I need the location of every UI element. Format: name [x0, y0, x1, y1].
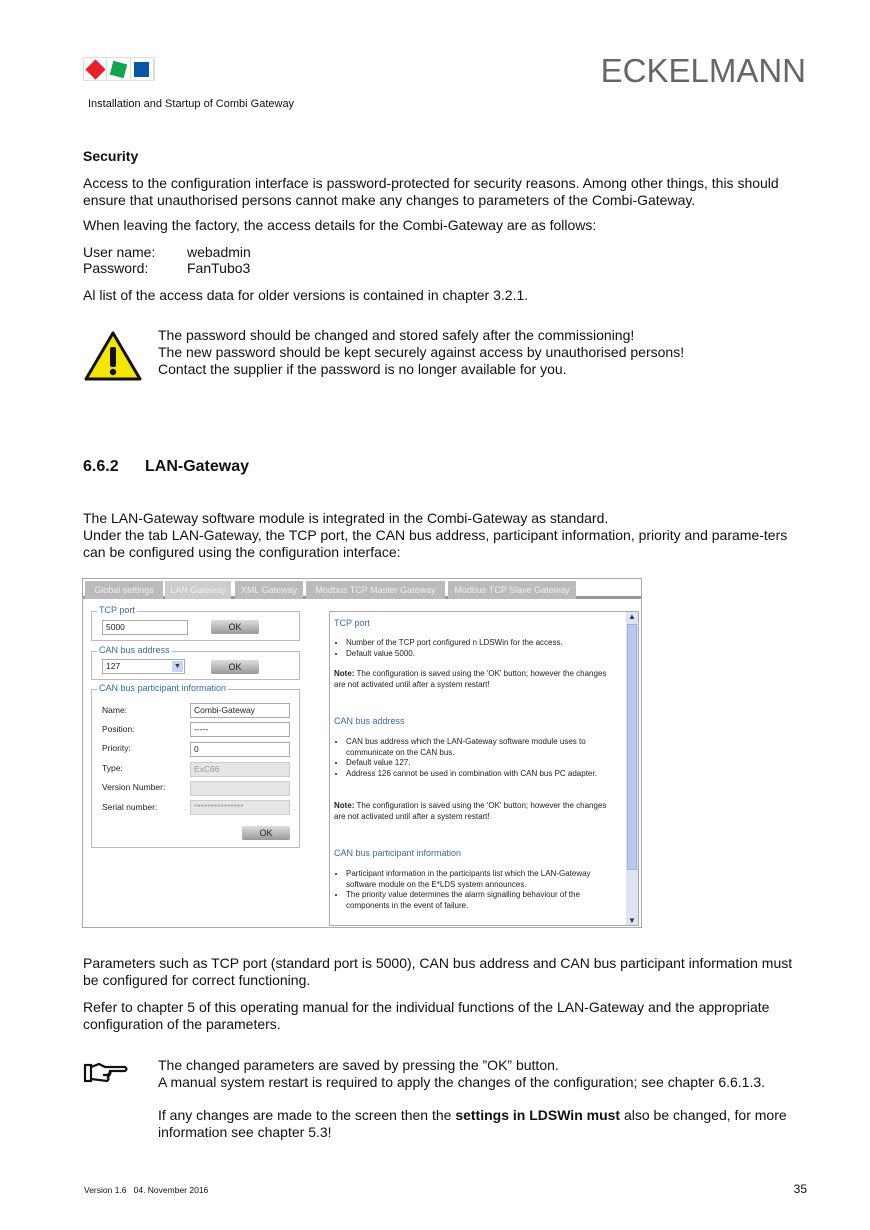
- version-input: [190, 781, 290, 796]
- config-screenshot: [82, 578, 642, 928]
- position-input[interactable]: -----: [190, 722, 290, 737]
- help-tcp-heading: TCP port: [334, 618, 370, 628]
- after-p2: Refer to chapter 5 of this operating manual for the individual functions of the LAN-Gateway and the appropriate configuration of the parameters.: [83, 999, 770, 1032]
- chevron-down-icon: ▼: [172, 661, 183, 672]
- name-input[interactable]: Combi-Gateway: [190, 703, 290, 718]
- brand-name: ECKELMANN: [600, 52, 806, 89]
- help-note-2: Note: The configuration is saved using the 'OK' button; however the changes are not activated until after a system restart!: [334, 801, 607, 821]
- can-address-select[interactable]: [102, 659, 185, 674]
- warning-line-2: The new password should be kept securely against access by unauthorised persons!: [158, 344, 685, 360]
- tab-xml-gateway[interactable]: XML Gateway: [235, 581, 303, 599]
- list-item: • Number of the TCP port configured n LDSWin for the access.: [346, 638, 614, 649]
- tcp-ok-button[interactable]: OK: [211, 620, 259, 634]
- hint-line-3: If any changes are made to the screen then the settings in LDSWin must also be changed, for more information see chapter 5.3!: [158, 1107, 787, 1140]
- help-participant-heading: CAN bus participant information: [334, 848, 462, 858]
- scrollbar-thumb[interactable]: [627, 624, 637, 870]
- version-label: Version Number:: [102, 782, 166, 792]
- tcp-port-legend: TCP port: [99, 605, 135, 615]
- participant-legend: CAN bus participant information: [99, 683, 227, 693]
- help-note-1: Note: The configuration is saved using the 'OK' button; however the changes are not activated until after a system restart!: [334, 669, 607, 689]
- list-item: • Address 126 cannot be used in combination with CAN bus PC adapter.: [346, 769, 614, 780]
- position-label: Position:: [102, 724, 135, 734]
- tab-lan-gateway[interactable]: LAN Gateway: [165, 581, 231, 599]
- help-panel: [329, 611, 639, 926]
- help-scrollbar[interactable]: [626, 612, 638, 925]
- scroll-up-icon[interactable]: ▲: [628, 612, 636, 621]
- can-address-value: 127: [106, 661, 121, 671]
- pointing-hand-icon: [83, 1061, 129, 1085]
- tab-global-settings[interactable]: Global settings: [85, 581, 163, 599]
- help-tcp-list: [346, 638, 614, 659]
- tab-modbus-slave[interactable]: Modbus TCP Slave Gateway: [448, 581, 576, 599]
- help-participant-list: [346, 869, 614, 911]
- tcp-port-input[interactable]: 5000: [102, 620, 188, 635]
- help-can-list: [346, 737, 614, 779]
- scroll-down-icon[interactable]: ▼: [628, 916, 636, 925]
- serial-input: ***************: [190, 800, 290, 815]
- tab-modbus-master[interactable]: Modbus TCP Master Gateway: [306, 581, 445, 599]
- hint-line-1: The changed parameters are saved by pressing the ”OK” button.: [158, 1057, 559, 1073]
- list-item: • Default value 5000.: [346, 649, 614, 660]
- warning-line-3: Contact the supplier if the password is no longer available for you.: [158, 361, 567, 377]
- can-ok-button[interactable]: OK: [211, 660, 259, 674]
- page-number: 35: [793, 1182, 807, 1196]
- type-input: ExC66: [190, 762, 290, 777]
- security-p1: Access to the configuration interface is password-protected for security reasons. Among other things, this should ensure that unauthorised persons cannot make any changes to parameters of the Combi-Gateway.: [83, 175, 779, 208]
- type-label: Type:: [102, 763, 123, 773]
- tcp-port-group: [91, 605, 300, 641]
- security-heading: Security: [83, 148, 139, 164]
- list-item: • Participant information in the participants list which the LAN-Gateway software module on the E*LDS system announces.: [346, 869, 614, 890]
- can-address-legend: CAN bus address: [99, 645, 170, 655]
- security-p3: Al list of the access data for older versions is contained in chapter 3.2.1.: [83, 287, 529, 303]
- tab-bar: [83, 579, 641, 599]
- participant-ok-button[interactable]: OK: [242, 826, 290, 840]
- section-title: LAN-Gateway: [145, 458, 250, 475]
- doc-subtitle: Installation and Startup of Combi Gateway: [88, 98, 295, 110]
- footer-version: Version 1.6 04. November 2016: [84, 1185, 209, 1195]
- company-logo: [83, 57, 155, 81]
- pass-value: FanTubo3: [187, 260, 251, 276]
- user-label: User name:: [83, 244, 156, 260]
- warning-icon: [84, 331, 142, 381]
- list-item: • CAN bus address which the LAN-Gateway software module uses to communicate on the CAN bus.: [346, 737, 614, 758]
- user-value: webadmin: [187, 244, 251, 260]
- participant-group: [91, 683, 300, 848]
- section-number: 6.6.2: [83, 458, 119, 475]
- help-can-heading: CAN bus address: [334, 716, 405, 726]
- name-label: Name:: [102, 705, 128, 715]
- section-p1: The LAN-Gateway software module is integrated in the Combi-Gateway as standard.: [83, 510, 609, 526]
- pass-label: Password:: [83, 260, 149, 276]
- can-address-group: [91, 645, 300, 680]
- security-p2: When leaving the factory, the access details for the Combi-Gateway are as follows:: [83, 217, 597, 233]
- after-p1: Parameters such as TCP port (standard port is 5000), CAN bus address and CAN bus participant information must be configured for correct functioning.: [83, 955, 793, 988]
- list-item: • The priority value determines the alarm signalling behaviour of the components in the event of failure.: [346, 890, 614, 911]
- priority-input[interactable]: 0: [190, 742, 290, 757]
- section-p2: Under the tab LAN-Gateway, the TCP port, the CAN bus address, participant information, priority and parame-ters can be configured using the configuration interface:: [83, 527, 788, 560]
- hint-line-2: A manual system restart is required to apply the changes of the configuration; see chapter 6.6.1.3.: [158, 1074, 766, 1090]
- serial-label: Serial number:: [102, 802, 158, 812]
- priority-label: Priority:: [102, 743, 131, 753]
- warning-line-1: The password should be changed and stored safely after the commissioning!: [158, 327, 635, 343]
- list-item: • Default value 127.: [346, 758, 614, 769]
